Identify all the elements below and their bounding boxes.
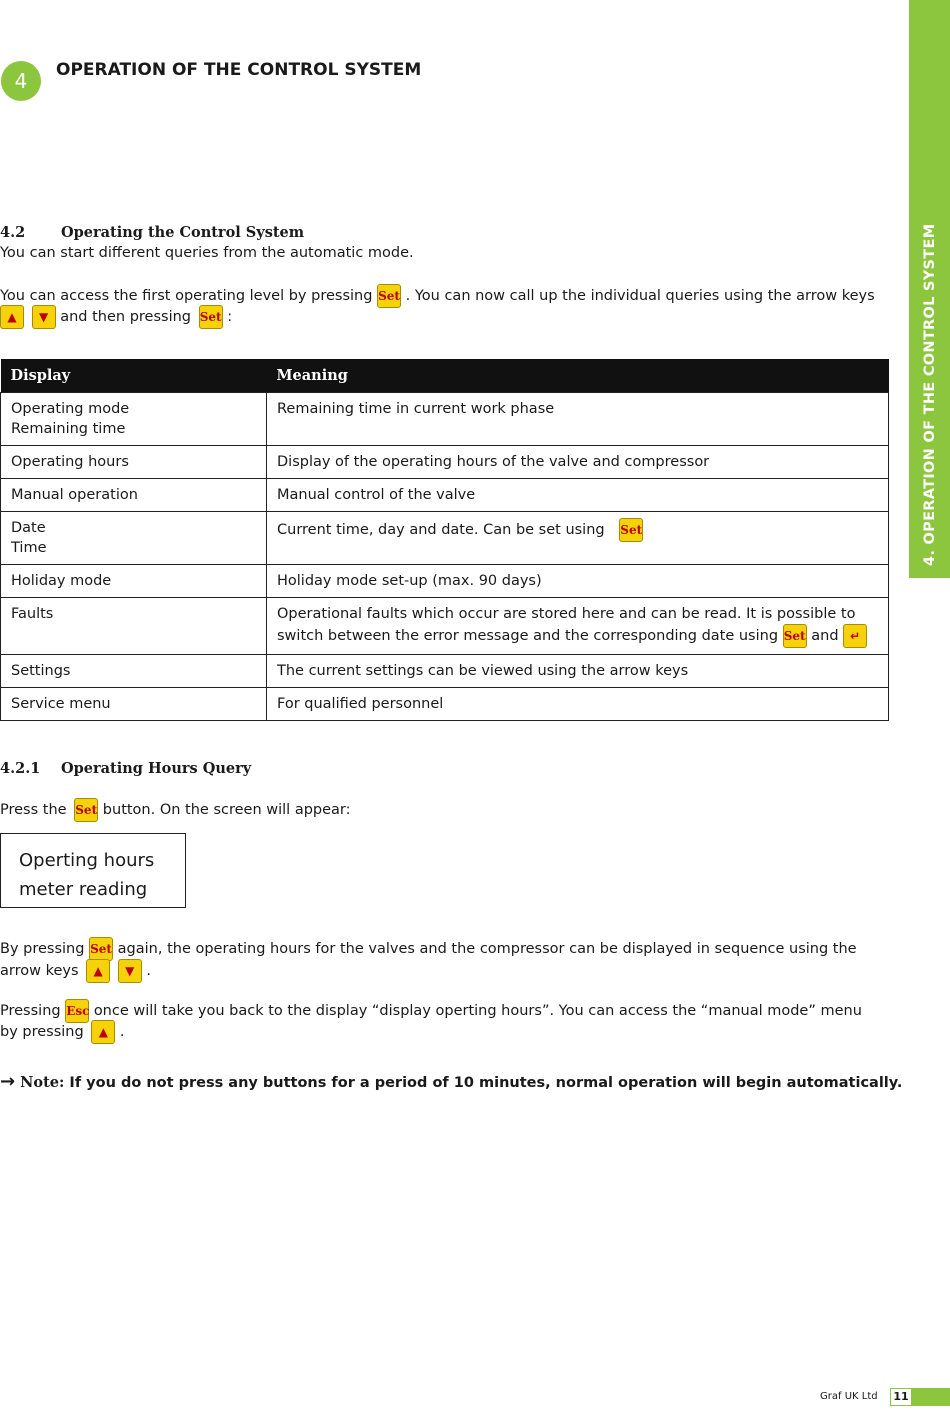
table-cell-display: Manual operation xyxy=(1,478,267,511)
table-cell-meaning: Remaining time in current work phase xyxy=(267,392,889,445)
table-cell-display: Settings xyxy=(1,654,267,687)
table-row xyxy=(1,392,889,445)
table-cell-meaning xyxy=(267,511,889,564)
table-row xyxy=(1,687,889,720)
table-header-display: Display xyxy=(1,359,267,392)
table-cell-meaning: Holiday mode set-up (max. 90 days) xyxy=(267,564,889,597)
table-cell-meaning: The current settings can be viewed using the arrow keys xyxy=(267,654,889,687)
text-fragment: By pressing xyxy=(0,941,85,957)
subsection-heading xyxy=(0,760,251,777)
text-fragment: again, the operating hours for the valves and the compressor can be displayed in sequence using the xyxy=(117,941,857,957)
table-header-meaning: Meaning xyxy=(267,359,889,392)
table-row xyxy=(1,654,889,687)
text-fragment: You can access the first operating level by pressing xyxy=(0,288,373,304)
text-fragment: . You can now call up the individual queries using the arrow keys xyxy=(405,288,875,304)
table-row xyxy=(1,564,889,597)
subsection-number: 4.2.1 xyxy=(0,760,41,777)
set-key-icon: Set xyxy=(74,798,98,822)
table-header-row xyxy=(1,359,889,392)
text-fragment: by pressing xyxy=(0,1024,84,1040)
section-heading xyxy=(0,224,304,241)
esc-key-icon: Esc xyxy=(65,999,89,1023)
up-arrow-key-icon: ▲ xyxy=(0,305,24,329)
chapter-title: OPERATION OF THE CONTROL SYSTEM xyxy=(56,60,422,80)
up-arrow-key-icon: ▲ xyxy=(86,959,110,983)
table-cell-display: Faults xyxy=(1,597,267,654)
instruction-line-2 xyxy=(0,305,232,329)
down-arrow-key-icon: ▼ xyxy=(118,959,142,983)
down-arrow-key-icon: ▼ xyxy=(32,305,56,329)
by-pressing-line xyxy=(0,937,857,961)
table-cell-display: Service menu xyxy=(1,687,267,720)
table-cell-meaning: For qualified personnel xyxy=(267,687,889,720)
table-row xyxy=(1,478,889,511)
text-fragment: : xyxy=(227,309,233,325)
text-fragment: Operational faults which occur are stored here and can be read. It is possible to xyxy=(277,605,856,622)
table-cell-display: Date Time xyxy=(1,511,267,564)
text-fragment: button. On the screen will appear: xyxy=(102,802,351,818)
text-fragment: . xyxy=(119,1024,125,1040)
text-fragment: once will take you back to the display “display operting hours”. You can access the “manual mode” menu xyxy=(93,1003,862,1019)
set-key-icon: Set xyxy=(783,624,807,648)
footer-accent-bar xyxy=(912,1388,950,1406)
set-key-icon: Set xyxy=(199,305,223,329)
table-row xyxy=(1,445,889,478)
press-set-line xyxy=(0,798,351,822)
intro-text: You can start different queries from the automatic mode. xyxy=(0,245,414,261)
table-cell-display: Operating hours xyxy=(1,445,267,478)
by-pressing-up-line xyxy=(0,1020,125,1044)
set-key-icon: Set xyxy=(377,284,401,308)
table-cell-line xyxy=(277,624,878,648)
chapter-sidebar xyxy=(909,0,950,578)
text-fragment: arrow keys xyxy=(0,963,79,979)
footer-company: Graf UK Ltd xyxy=(820,1391,878,1402)
set-key-icon: Set xyxy=(619,518,643,542)
enter-key-icon: ↵ xyxy=(843,624,867,648)
text-fragment: switch between the error message and the corresponding date using xyxy=(277,627,779,644)
set-key-icon: Set xyxy=(89,937,113,961)
note-text: If you do not press any buttons for a period of 10 minutes, normal operation will begin automatically. xyxy=(69,1075,903,1091)
table-cell-meaning: Manual control of the valve xyxy=(267,478,889,511)
table-cell-display: Holiday mode xyxy=(1,564,267,597)
note-label: Note: xyxy=(20,1074,65,1091)
table-row xyxy=(1,511,889,564)
text-fragment: Current time, day and date. Can be set using xyxy=(277,521,605,538)
table-cell-display: Operating mode Remaining time xyxy=(1,392,267,445)
pressing-esc-line xyxy=(0,999,862,1023)
arrow-right-icon: → xyxy=(0,1071,16,1092)
note-line xyxy=(0,1072,902,1093)
subsection-title: Operating Hours Query xyxy=(61,760,252,777)
section-title: Operating the Control System xyxy=(61,224,305,241)
text-fragment: . xyxy=(146,963,151,979)
lcd-line-1: Operting hours xyxy=(19,850,155,871)
arrow-keys-line xyxy=(0,959,151,983)
lcd-line-2: meter reading xyxy=(19,879,148,900)
text-fragment: and then pressing xyxy=(60,309,192,325)
table-cell-meaning xyxy=(267,597,889,654)
text-fragment: Press the xyxy=(0,802,67,818)
up-arrow-key-icon: ▲ xyxy=(91,1020,115,1044)
chapter-number-badge: 4 xyxy=(1,61,41,101)
page-number: 11 xyxy=(890,1388,912,1406)
table-row xyxy=(1,597,889,654)
display-meaning-table xyxy=(0,359,889,721)
table-cell-meaning: Display of the operating hours of the valve and compressor xyxy=(267,445,889,478)
sidebar-label: 4. OPERATION OF THE CONTROL SYSTEM xyxy=(921,223,938,566)
section-number: 4.2 xyxy=(0,224,26,241)
text-fragment: and xyxy=(811,627,839,644)
lcd-display-box xyxy=(0,833,186,908)
text-fragment: Pressing xyxy=(0,1003,61,1019)
